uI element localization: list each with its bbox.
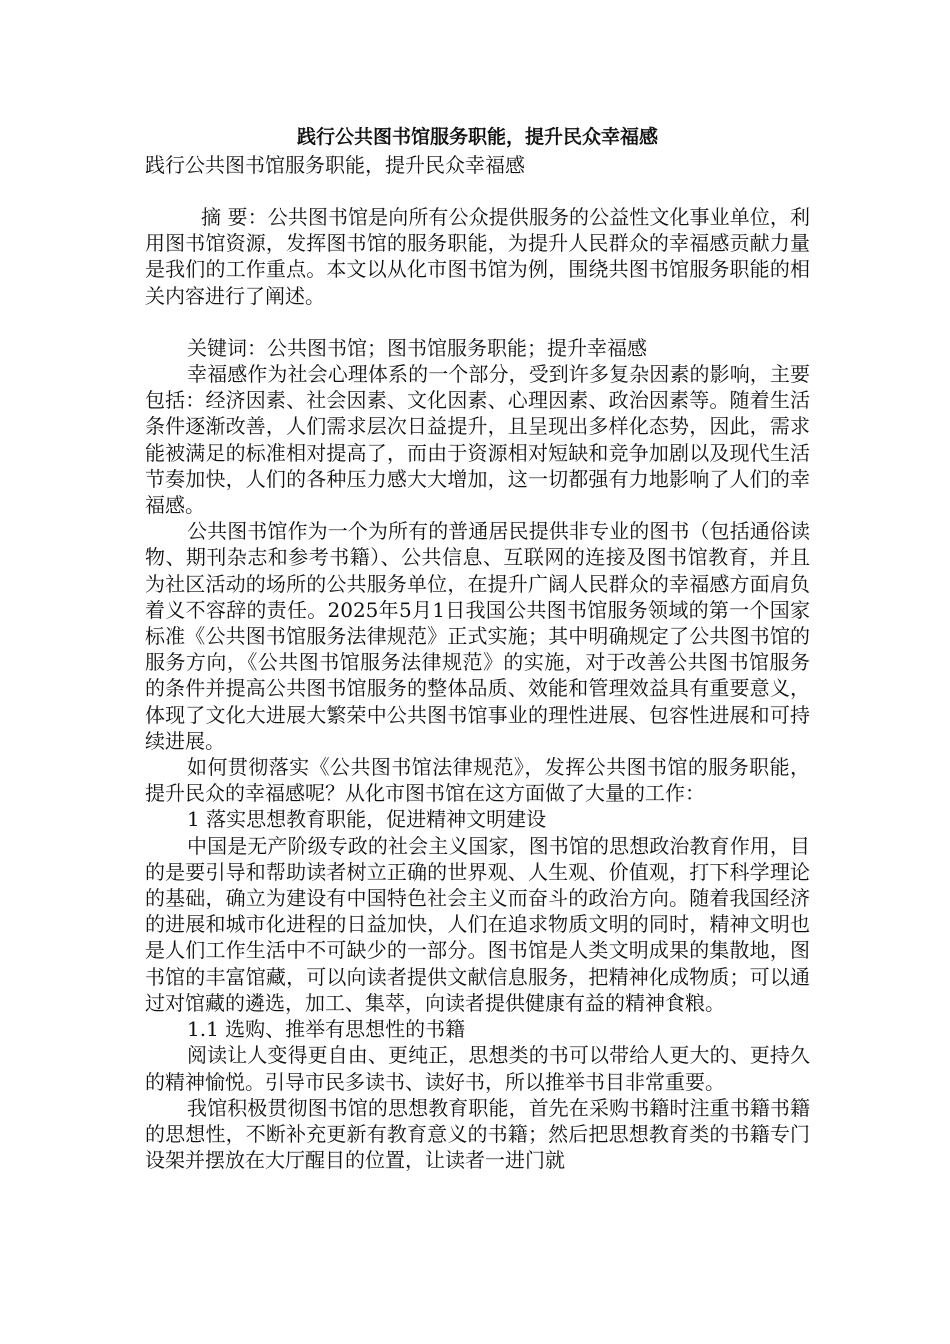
document-page: [145, 122, 810, 1173]
section-heading: 1 落实思想教育职能，促进精神文明建设: [187, 807, 547, 832]
blank-line: [145, 309, 810, 335]
body-paragraph: 中国是无产阶级专政的社会主义国家，图书馆的思想政治教育作用，目的是要引导和帮助读者树立正确的世界观、人生观、价值观，打下科学理论的基础，确立为建设有中国特色社会主义而奋斗的政治方向。随着我国经济的进展和城市化进程的日益加快，人们在追求物质文明的同时，精神文明也是人们工作生活中不可缺少的一部分。图书馆是人类文明成果的集散地，图书馆的丰富馆藏，可以向读者提供文献信息服务，把精神化成物质；可以通过对馆藏的遴选，加工、集萃，向读者提供健康有益的精神食粮。: [145, 833, 810, 1015]
body-paragraph: 阅读让人变得更自由、更纯正，思想类的书可以带给人更大的、更持久的精神愉悦。引导市民多读书、读好书，所以推举书目非常重要。: [145, 1043, 810, 1094]
document-title: 践行公共图书馆服务职能，提升民众幸福感: [296, 126, 658, 148]
blank-line: [145, 178, 810, 204]
body-paragraph: 幸福感作为社会心理体系的一个部分，受到许多复杂因素的影响，主要包括：经济因素、社会因素、文化因素、心理因素、政治因素等。随着生活条件逐渐改善，人们需求层次日益提升，且呈现出多样化态势，因此，需求能被满足的标准相对提高了，而由于资源相对短缺和竞争加剧以及现代生活节奏加快，人们的各种压力感大大增加，这一切都强有力地影响了人们的幸福感。: [145, 362, 810, 518]
body-paragraph: 公共图书馆作为一个为所有的普通居民提供非专业的图书（包括通俗读物、期刊杂志和参考书籍）、公共信息、互联网的连接及图书馆教育，并且为社区活动的场所的公共服务单位，在提升广阔人民群众的幸福感方面肩负着义不容辞的责任。2025年5月1日我国公共图书馆服务领域的第一个国家标准《公共图书馆服务法律规范》正式实施；其中明确规定了公共图书馆的服务方向，《公共图书馆服务法律规范》的实施，对于改善公共图书馆服务的条件并提高公共图书馆服务的整体品质、效能和管理效益具有重要意义，体现了文化大进展大繁荣中公共图书馆事业的理性进展、包容性进展和可持续进展。: [145, 519, 810, 753]
body-paragraph: 如何贯彻落实《公共图书馆法律规范》，发挥公共图书馆的服务职能，提升民众的幸福感呢？从化市图书馆在这方面做了大量的工作：: [145, 755, 810, 806]
document-subtitle: 践行公共图书馆服务职能，提升民众幸福感: [145, 153, 525, 177]
keywords-line: 关键词：公共图书馆；图书馆服务职能；提升幸福感: [187, 335, 647, 360]
subsection-heading: 1.1 选购、推举有思想性的书籍: [187, 1017, 466, 1042]
body-paragraph: 我馆积极贯彻图书馆的思想教育职能，首先在采购书籍时注重书籍书籍的思想性，不断补充更新有教育意义的书籍；然后把思想教育类的书籍专门设架并摆放在大厅醒目的位置，让读者一进门就: [145, 1095, 810, 1173]
abstract-paragraph: 摘 要：公共图书馆是向所有公众提供服务的公益性文化事业单位，利用图书馆资源，发挥图书馆的服务职能，为提升人民群众的幸福感贡献力量是我们的工作重点。本文以从化市图书馆为例，围绕共图书馆服务职能的相关内容进行了阐述。: [145, 205, 810, 308]
